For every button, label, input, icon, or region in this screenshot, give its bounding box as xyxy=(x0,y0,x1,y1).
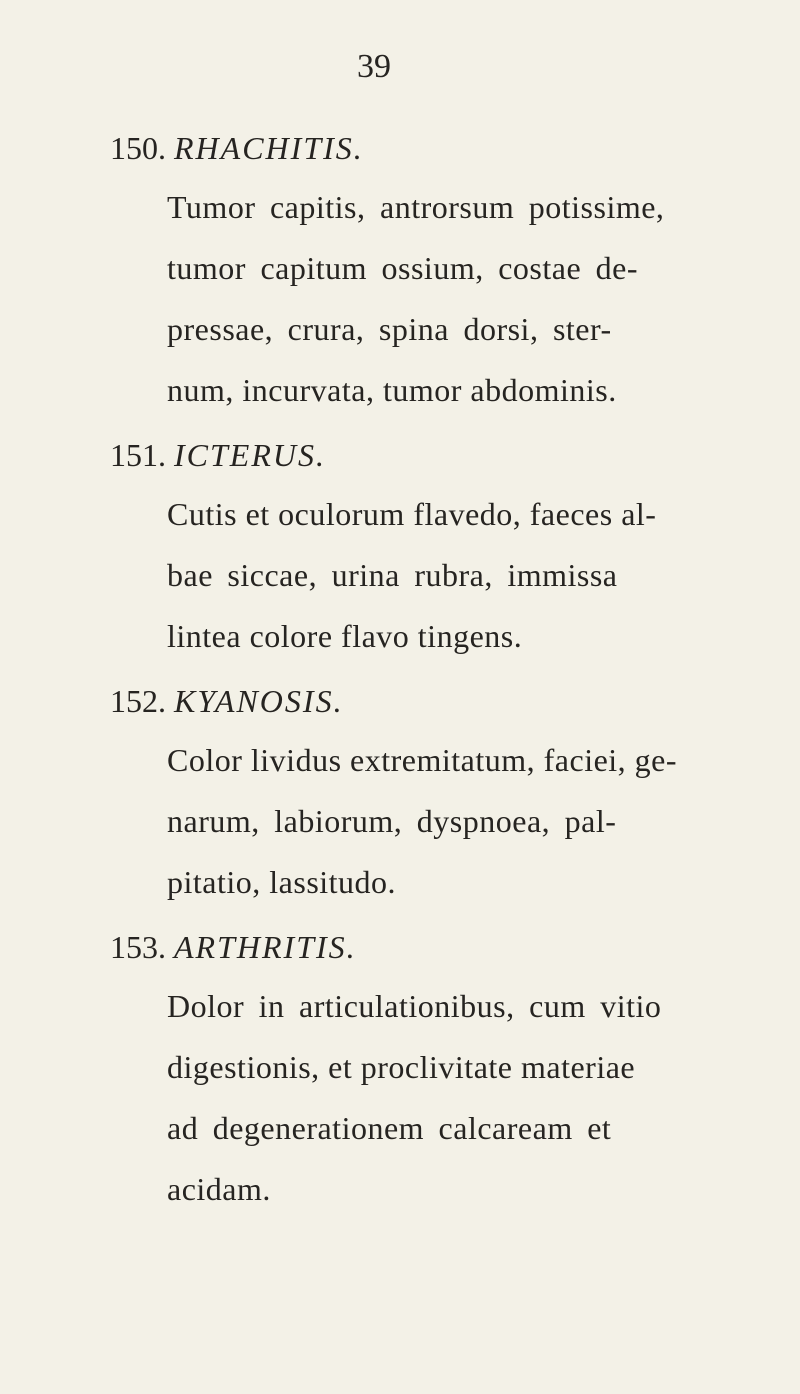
entry-name: ARTHRITIS. xyxy=(174,929,357,965)
entry-number: 153. xyxy=(110,929,166,965)
entry-line: narum, labiorum, dyspnoea, pal- xyxy=(167,803,617,839)
entry-heading xyxy=(110,437,326,474)
entry-heading xyxy=(110,683,344,720)
entry-number: 152. xyxy=(110,683,166,719)
entry-number: 150. xyxy=(110,130,166,166)
entry-name: RHACHITIS. xyxy=(174,130,364,166)
entry-name: KYANOSIS. xyxy=(174,683,344,719)
entry-line: pressae, crura, spina dorsi, ster- xyxy=(167,311,612,347)
entry-line: acidam. xyxy=(167,1171,271,1207)
entry-line: num, incurvata, tumor abdominis. xyxy=(167,372,617,408)
entry-line: digestionis, et proclivitate materiae xyxy=(167,1049,636,1085)
entry-line: Cutis et oculorum flavedo, faeces al- xyxy=(167,496,657,532)
entry-line: ad degenerationem calcaream et xyxy=(167,1110,612,1146)
entry-heading xyxy=(110,130,364,167)
entry-line: pitatio, lassitudo. xyxy=(167,864,397,900)
entry-line: tumor capitum ossium, costae de- xyxy=(167,250,639,286)
entry-line: bae siccae, urina rubra, immissa xyxy=(167,557,618,593)
entry-line: Tumor capitis, antrorsum potissime, xyxy=(167,189,665,225)
entry-number: 151. xyxy=(110,437,166,473)
entry-heading xyxy=(110,929,357,966)
entry-name: ICTERUS. xyxy=(174,437,326,473)
entry-line: Color lividus extremitatum, faciei, ge- xyxy=(167,742,678,778)
entry-line: Dolor in articulationibus, cum vitio xyxy=(167,988,662,1024)
entry-line: lintea colore flavo tingens. xyxy=(167,618,523,654)
page-number: 39 xyxy=(357,48,391,85)
